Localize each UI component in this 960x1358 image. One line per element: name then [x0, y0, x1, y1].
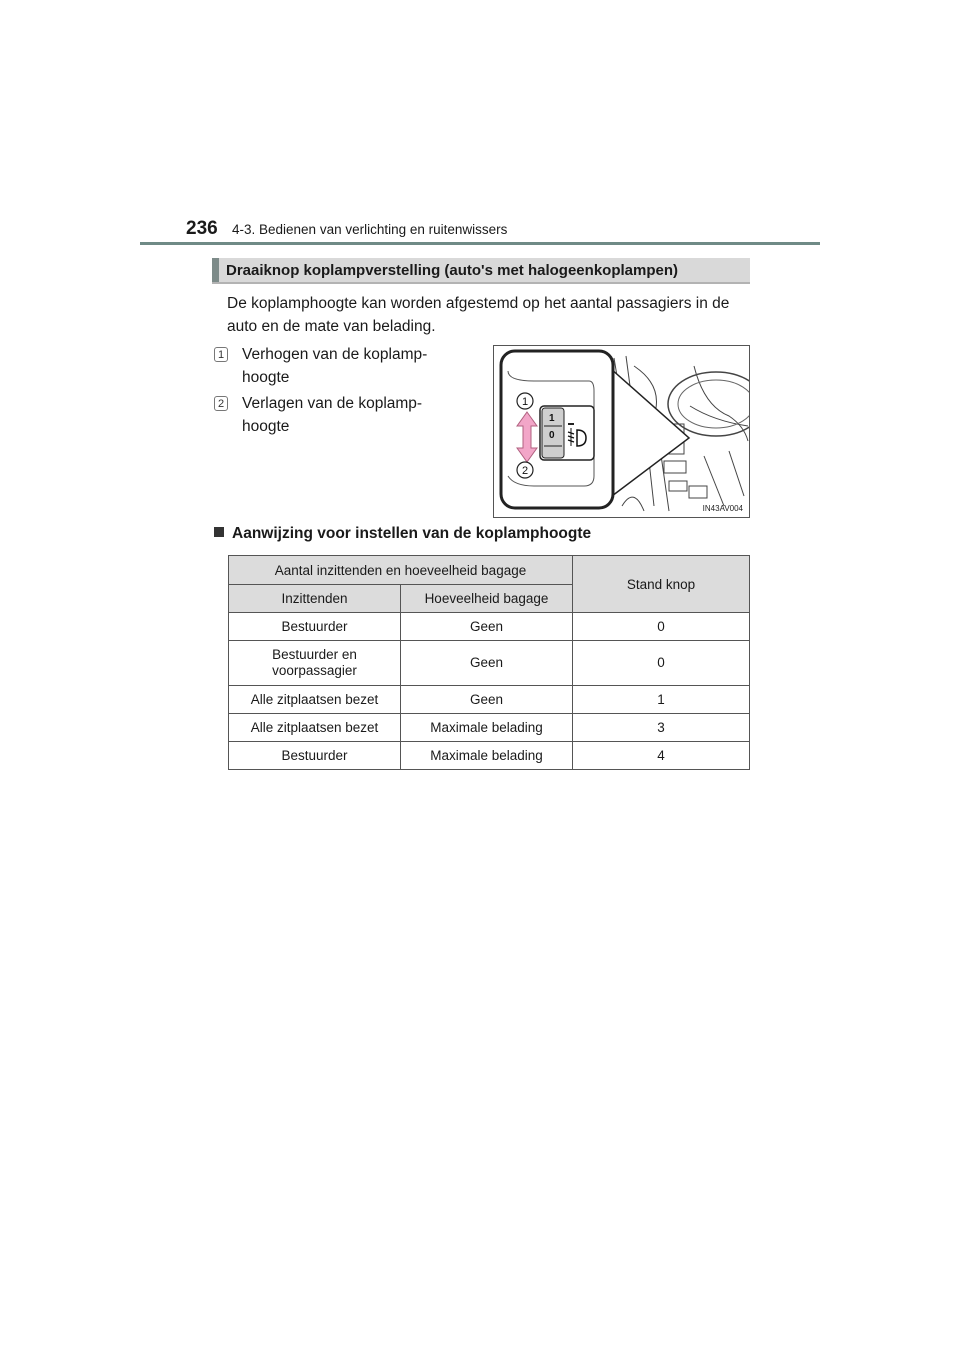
header-divider [140, 242, 820, 245]
bullet-square-icon [214, 527, 224, 537]
headlight-dial-illustration [493, 345, 750, 518]
item-label: Verhogen van de koplamp-hoogte [242, 346, 428, 386]
callout-1: 1 [521, 396, 529, 408]
position-cell: 0 [573, 641, 750, 686]
dial-mark: 1 [549, 413, 555, 424]
intro-paragraph: De koplamphoogte kan worden afgestemd op het aantal passagiers in de auto en de mate van belading. [227, 295, 730, 335]
item-number: 1 [214, 347, 228, 362]
callout-2: 2 [521, 465, 529, 477]
occupants-cell: Bestuurder [229, 613, 401, 641]
table-header-row [229, 556, 750, 585]
occupants-header: Inzittenden [229, 585, 401, 613]
item-label: Verlagen van de koplamp-hoogte [242, 395, 423, 435]
occupants-cell: Alle zitplaatsen bezet [229, 714, 401, 742]
table-row [229, 641, 750, 686]
subheading [214, 525, 591, 543]
luggage-cell: Geen [401, 613, 573, 641]
table-row [229, 613, 750, 641]
chapter-title: 4-3. Bedienen van verlichting en ruitenwissers [232, 222, 508, 237]
dial-mark: 0 [549, 430, 555, 441]
illustration-drawing [494, 346, 749, 517]
table-row [229, 686, 750, 714]
item-number: 2 [214, 396, 228, 411]
occupants-cell: Bestuurder en voorpassagier [229, 641, 401, 686]
occupants-cell: Bestuurder [229, 742, 401, 770]
luggage-cell: Geen [401, 641, 573, 686]
position-cell: 4 [573, 742, 750, 770]
group-header: Aantal inzittenden en hoeveelheid bagage [229, 556, 573, 585]
subheading-text: Aanwijzing voor instellen van de koplamphoogte [232, 525, 592, 542]
section-title: Draaiknop koplampverstelling (auto's met halogeenkoplampen) [226, 262, 678, 279]
luggage-cell: Maximale belading [401, 714, 573, 742]
luggage-cell: Geen [401, 686, 573, 714]
position-cell: 1 [573, 686, 750, 714]
luggage-header: Hoeveelheid bagage [401, 585, 573, 613]
figure-code: IN43AV004 [702, 504, 743, 513]
position-cell: 3 [573, 714, 750, 742]
headlight-icon [568, 428, 586, 446]
section-accent [212, 258, 219, 282]
settings-table [228, 555, 750, 770]
page-number: 236 [186, 218, 218, 239]
table-row [229, 714, 750, 742]
position-cell: 0 [573, 613, 750, 641]
luggage-cell: Maximale belading [401, 742, 573, 770]
position-header: Stand knop [573, 556, 750, 613]
table-row [229, 742, 750, 770]
section-heading-bar [212, 258, 750, 284]
occupants-cell: Alle zitplaatsen bezet [229, 686, 401, 714]
